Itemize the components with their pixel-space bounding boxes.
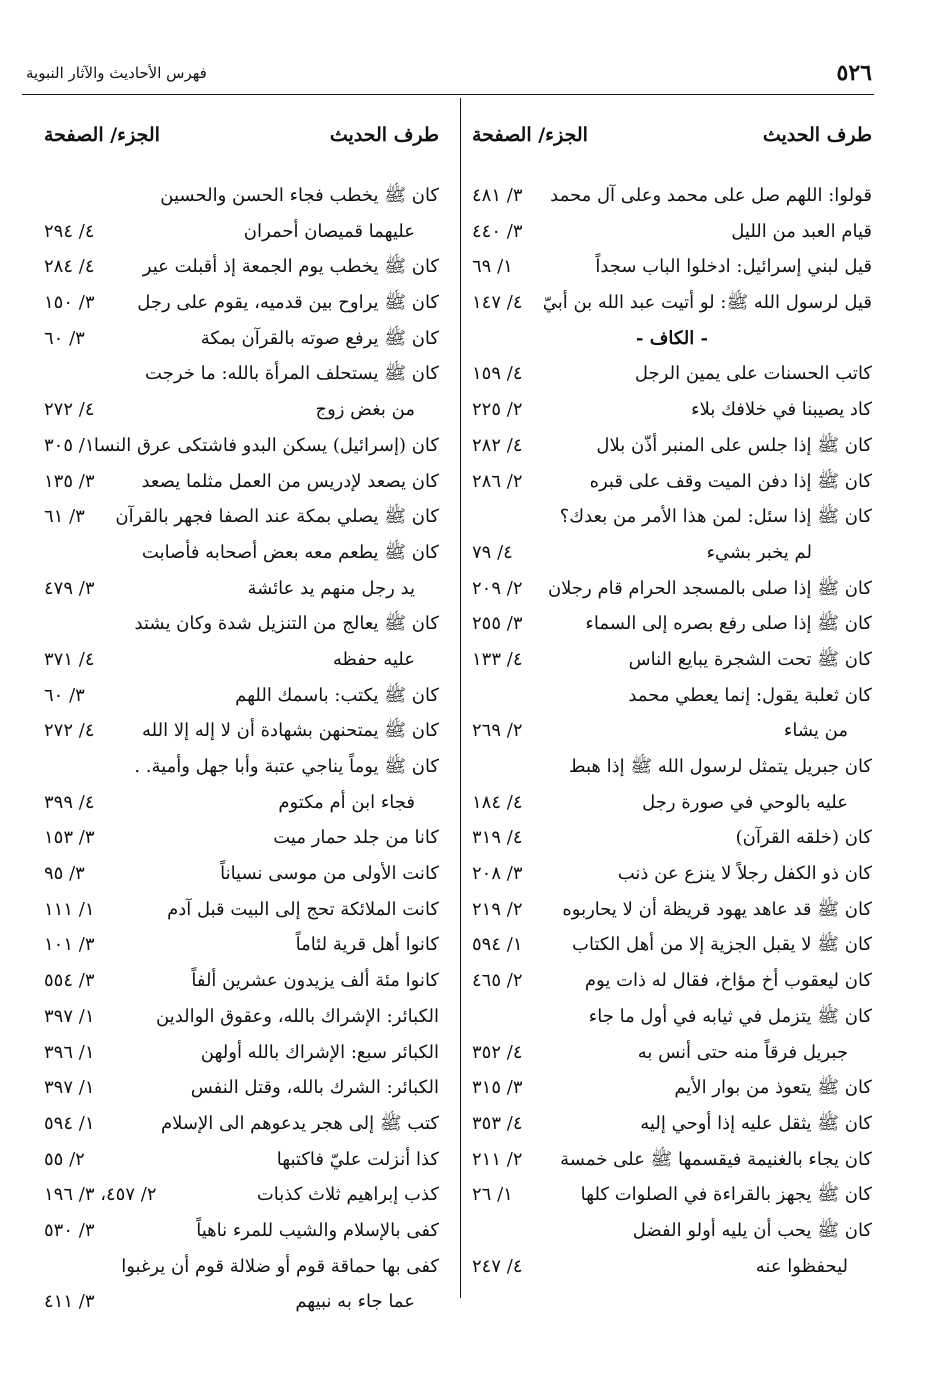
- volume-page-ref: ٢/ ٢٨٦: [472, 470, 523, 492]
- running-title: فهرس الأحاديث والآثار النبوية: [26, 64, 207, 82]
- index-entry: [472, 392, 872, 428]
- index-entry: [44, 892, 439, 928]
- volume-page-ref: ٢/ ٢١١: [472, 1148, 523, 1170]
- index-entry: [44, 1035, 439, 1071]
- index-entry: [472, 499, 872, 535]
- hadith-text: كانت الأولى من موسى نسياناً: [220, 863, 439, 885]
- volume-page-ref: ٤/ ٢٨٤: [44, 256, 95, 278]
- index-entry: [44, 678, 439, 714]
- volume-page-ref: ٤/ ٢٨٢: [472, 434, 523, 456]
- volume-page-ref: ٣/ ١٥٣: [44, 827, 95, 849]
- hadith-text: كان ﷺ يصلي بمكة عند الصفا فجهر بالقرآن: [115, 506, 439, 528]
- index-entry: [472, 749, 872, 785]
- hadith-text: كفى بالإسلام والشيب للمرء ناهياً: [196, 1219, 439, 1241]
- volume-page-ref: ٤/ ٢٧٢: [44, 399, 95, 421]
- volume-page-ref: ١/ ٣٩٧: [44, 1005, 95, 1027]
- volume-page-ref: ٣/ ٢٠٨: [472, 863, 523, 885]
- volume-page-ref: ٣/ ٦٠: [44, 684, 85, 706]
- hadith-text: كان يجاء بالغنيمة فيقسمها ﷺ على خمسة: [560, 1148, 872, 1170]
- index-entry: [472, 178, 872, 214]
- column-header-hadith: طرف الحديث: [762, 124, 872, 146]
- volume-page-ref: ٤/ ١٤٧: [472, 292, 523, 314]
- hadith-text: كفى بها حماقة قوم أو ضلالة قوم أن يرغبوا: [121, 1255, 439, 1277]
- hadith-text: كانا من جلد حمار ميت: [273, 827, 439, 849]
- volume-page-ref: ٤/ ١٨٤: [472, 791, 523, 813]
- index-entry: [44, 1213, 439, 1249]
- hadith-text: كان ﷺ يراوح بين قدميه، يقوم على رجل: [137, 292, 439, 314]
- index-entry: [472, 963, 872, 999]
- hadith-text: كان ﷺ يتزمل في ثيابه في أول ما جاء: [588, 1005, 872, 1027]
- column-header-ref: الجزء/ الصفحة: [472, 124, 588, 146]
- volume-page-ref: ١/ ٣٠٥: [44, 434, 95, 456]
- volume-page-ref: ٤/ ٣١٩: [472, 827, 523, 849]
- index-entry: [44, 428, 439, 464]
- index-entry: [44, 178, 439, 214]
- volume-page-ref: ٢/ ٢٢٥: [472, 399, 523, 421]
- hadith-text: كاتب الحسنات على يمين الرجل: [634, 363, 872, 385]
- hadith-text: كان ﷺ يخطب يوم الجمعة إذ أقبلت عير: [142, 256, 439, 278]
- index-entry: [44, 392, 439, 428]
- index-entry: [472, 1142, 872, 1178]
- volume-page-ref: ٤/ ١٥٩: [472, 363, 523, 385]
- index-entry: [44, 713, 439, 749]
- index-entry: [472, 1249, 872, 1285]
- hadith-text: كان ﷺ يعالج من التنزيل شدة وكان يشتد: [134, 613, 439, 635]
- index-entry: [44, 963, 439, 999]
- hadith-text: كان ﷺ إذا صلى بالمسجد الحرام قام رجلان: [547, 577, 872, 599]
- volume-page-ref: ٣/ ٢٥٥: [472, 613, 523, 635]
- hadith-text: كان ﷺ يستحلف المرأة بالله: ما خرجت: [145, 363, 439, 385]
- index-entry: [44, 1106, 439, 1142]
- volume-page-ref: ١/ ٥٩٤: [44, 1112, 95, 1134]
- index-entry: [44, 1177, 439, 1213]
- index-entry: [44, 856, 439, 892]
- hadith-text: كان ﷺ قد عاهد يهود قريظة أن لا يحاربوه: [562, 898, 872, 920]
- volume-page-ref: ١/ ٣٩٧: [44, 1077, 95, 1099]
- hadith-text: - الكاف -: [635, 327, 709, 349]
- hadith-text: فجاء ابن أم مكتوم: [278, 791, 415, 813]
- index-entry: [44, 571, 439, 607]
- index-entry: [44, 214, 439, 250]
- index-entry: [472, 571, 872, 607]
- hadith-text: كذب إبراهيم ثلاث كذبات: [256, 1184, 439, 1206]
- index-entry: [44, 1284, 439, 1320]
- volume-page-ref: ١/ ٣٩٦: [44, 1041, 95, 1063]
- hadith-text: كذا أنزلت عليّ فاكتبها: [276, 1148, 439, 1170]
- hadith-text: كان ﷺ يجهز بالقراءة في الصلوات كلها: [580, 1184, 872, 1206]
- hadith-text: كان ﷺ إذا جلس على المنبر أذّن بلال: [596, 434, 872, 456]
- index-entry: [472, 820, 872, 856]
- hadith-text: كانوا أهل قرية لئاماً: [295, 934, 439, 956]
- volume-page-ref: ٤/ ٣٥٣: [472, 1112, 523, 1134]
- index-entry: [472, 642, 872, 678]
- hadith-text: كاد يصيبنا في خلافك بلاء: [691, 399, 872, 421]
- hadith-text: كان ﷺ تحت الشجرة يبايع الناس: [628, 648, 872, 670]
- hadith-text: كان ﷺ يمتحنهن بشهادة أن لا إله إلا الله: [142, 720, 439, 742]
- index-entry: [472, 678, 872, 714]
- column-header: [44, 120, 439, 164]
- volume-page-ref: ٣/ ٦٠: [44, 327, 85, 349]
- volume-page-ref: ٣/ ٥٥٤: [44, 970, 95, 992]
- hadith-text: قيل لبني إسرائيل: ادخلوا الباب سجداً: [595, 256, 872, 278]
- hadith-text: عليه بالوحي في صورة رجل: [642, 791, 848, 813]
- hadith-text: كان ﷺ إذا صلى رفع بصره إلى السماء: [585, 613, 872, 635]
- volume-page-ref: ٢/ ٢١٩: [472, 898, 523, 920]
- volume-page-ref: ٤/ ٢٤٧: [472, 1255, 523, 1277]
- hadith-text: كان جبريل يتمثل لرسول الله ﷺ إذا هبط: [568, 756, 872, 777]
- hadith-text: يد رجل منهم يد عائشة: [247, 577, 415, 599]
- index-entry: [472, 892, 872, 928]
- volume-page-ref: ٣/ ٤١١: [44, 1291, 95, 1313]
- index-entry: [472, 1070, 872, 1106]
- hadith-text: كان ذو الكفل رجلاً لا ينزع عن ذنب: [617, 863, 872, 885]
- right-column: [472, 120, 872, 1284]
- hadith-text: جبريل فرقاً منه حتى أنس به: [637, 1041, 848, 1063]
- index-entry: [472, 1035, 872, 1071]
- volume-page-ref: ٤/ ٢٩٤: [44, 220, 95, 242]
- column-divider: [460, 98, 461, 1298]
- hadith-text: كان ﷺ يوماً يناجي عتبة وأبا جهل وأمية. .: [134, 756, 439, 777]
- page-number: ٥٢٦: [836, 60, 872, 86]
- index-entry: [44, 999, 439, 1035]
- volume-page-ref: ٤/ ٣٧١: [44, 648, 95, 670]
- volume-page-ref: ٣/ ٤٧٩: [44, 577, 95, 599]
- hadith-text: كان ﷺ يتعوذ من بوار الأيم: [674, 1077, 872, 1099]
- index-entry: [44, 249, 439, 285]
- volume-page-ref: ١/ ٢٦: [472, 1184, 513, 1206]
- index-entry: [44, 356, 439, 392]
- index-entry: [44, 499, 439, 535]
- volume-page-ref: ٣/ ٤٤٠: [472, 220, 523, 242]
- hadith-text: كان ليعقوب أخ مؤاخ، فقال له ذات يوم: [584, 970, 872, 992]
- section-heading-kaf: [472, 321, 872, 357]
- index-entry: [472, 464, 872, 500]
- volume-page-ref: ٢/ ٤٦٥: [472, 970, 523, 992]
- volume-page-ref: ٤/ ٧٩: [472, 541, 513, 563]
- volume-page-ref: ١/ ٥٩٤: [472, 934, 523, 956]
- hadith-text: كان (خلقه القرآن): [735, 827, 872, 849]
- index-entry: [44, 464, 439, 500]
- entry-list: [472, 178, 872, 1284]
- column-header-ref: الجزء/ الصفحة: [44, 124, 160, 146]
- volume-page-ref: ٣/ ١٠١: [44, 934, 95, 956]
- hadith-text: كان ﷺ يثقل عليه إذا أوحي إليه: [640, 1112, 872, 1134]
- volume-page-ref: ٤/ ١٣٣: [472, 648, 523, 670]
- index-entry: [472, 856, 872, 892]
- index-entry: [44, 642, 439, 678]
- hadith-text: كان ثعلبة يقول: إنما يعطي محمد: [628, 684, 872, 706]
- index-entry: [44, 749, 439, 785]
- index-entry: [472, 1106, 872, 1142]
- hadith-text: من بغض زوج: [315, 399, 415, 421]
- index-entry: [44, 1142, 439, 1178]
- hadith-text: عليهما قميصان أحمران: [243, 220, 415, 242]
- volume-page-ref: ٤/ ٢٧٢: [44, 720, 95, 742]
- index-entry: [44, 321, 439, 357]
- hadith-text: من يشاء: [783, 720, 848, 742]
- volume-page-ref: ٣/ ٤٨١: [472, 185, 523, 206]
- index-entry: [44, 606, 439, 642]
- index-entry: [44, 927, 439, 963]
- hadith-text: كان ﷺ إذا دفن الميت وقف على قبره: [589, 470, 872, 492]
- hadith-text: كان ﷺ يرفع صوته بالقرآن بمكة: [200, 327, 439, 349]
- index-entry: [44, 820, 439, 856]
- hadith-text: كان (إسرائيل) يسكن البدو فاشتكى عرق النسا: [93, 434, 439, 456]
- hadith-text: قيام العبد من الليل: [731, 220, 872, 242]
- index-entry: [472, 428, 872, 464]
- left-column: [44, 120, 439, 1320]
- index-entry: [472, 713, 872, 749]
- index-entry: [472, 214, 872, 250]
- volume-page-ref: ٣/ ٦١: [44, 506, 85, 528]
- volume-page-ref: ٢/ ٥٥: [44, 1148, 85, 1170]
- volume-page-ref: ٣/ ١٣٥: [44, 470, 95, 492]
- volume-page-ref: ٢/ ٢٠٩: [472, 577, 523, 599]
- hadith-text: عليه حفظه: [332, 648, 415, 670]
- index-entry: [472, 356, 872, 392]
- volume-page-ref: ٣/ ٩٥: [44, 863, 85, 885]
- volume-page-ref: ٣/ ١٥٠: [44, 292, 95, 314]
- column-header-hadith: طرف الحديث: [329, 124, 439, 146]
- volume-page-ref: ٢/ ٤٥٧، ٣/ ١٩٦: [44, 1184, 157, 1206]
- index-entry: [472, 606, 872, 642]
- hadith-text: عما جاء به نبيهم: [295, 1291, 415, 1313]
- running-header: [22, 58, 874, 95]
- volume-page-ref: ٣/ ٥٣٠: [44, 1219, 95, 1241]
- hadith-text: الكبائر سبع: الإشراك بالله أولهن: [200, 1041, 439, 1063]
- hadith-text: كان يصعد لإدريس من العمل مثلما يصعد: [141, 470, 439, 492]
- hadith-text: كانت الملائكة تحج إلى البيت قبل آدم: [167, 898, 439, 920]
- hadith-text: كان ﷺ يخطب فجاء الحسن والحسين: [160, 185, 439, 206]
- volume-page-ref: ٣/ ٣١٥: [472, 1077, 523, 1099]
- index-entry: [44, 535, 439, 571]
- hadith-text: كان ﷺ يكتب: باسمك اللهم: [235, 684, 439, 706]
- index-entry: [472, 785, 872, 821]
- hadith-text: كانوا مئة ألف يزيدون عشرين ألفاً: [191, 970, 439, 992]
- index-entry: [44, 785, 439, 821]
- volume-page-ref: ٤/ ٣٩٩: [44, 791, 95, 813]
- index-entry: [44, 1070, 439, 1106]
- hadith-text: كتب ﷺ إلى هجر يدعوهم الى الإسلام: [161, 1112, 439, 1134]
- index-entry: [472, 1213, 872, 1249]
- index-entry: [472, 249, 872, 285]
- volume-page-ref: ٢/ ٢٦٩: [472, 720, 523, 742]
- hadith-text: قولوا: اللهم صل على محمد وعلى آل محمد: [550, 185, 872, 206]
- index-entry: [472, 927, 872, 963]
- entry-list: [44, 178, 439, 1320]
- volume-page-ref: ١/ ١١١: [44, 898, 95, 920]
- volume-page-ref: ٤/ ٣٥٢: [472, 1041, 523, 1063]
- index-entry: [472, 1177, 872, 1213]
- hadith-text: كان ﷺ إذا سئل: لمن هذا الأمر من بعدك؟: [559, 506, 872, 528]
- index-entry: [472, 999, 872, 1035]
- hadith-text: الكبائر: الإشراك بالله، وعقوق الوالدين: [156, 1005, 439, 1027]
- index-entry: [44, 1249, 439, 1285]
- index-entry: [472, 285, 872, 321]
- volume-page-ref: ١/ ٦٩: [472, 256, 513, 278]
- hadith-text: كان ﷺ يحب أن يليه أولو الفضل: [632, 1219, 872, 1241]
- hadith-text: ليحفظوا عنه: [755, 1255, 848, 1277]
- hadith-text: كان ﷺ يطعم معه بعض أصحابه فأصابت: [141, 541, 439, 563]
- hadith-text: الكبائر: الشرك بالله، وقتل النفس: [190, 1077, 439, 1099]
- column-header: [472, 120, 872, 164]
- index-entry: [472, 535, 872, 571]
- hadith-text: قيل لرسول الله ﷺ: لو أتيت عبد الله بن أبيّ: [542, 292, 872, 314]
- hadith-text: كان ﷺ لا يقبل الجزية إلا من أهل الكتاب: [572, 934, 872, 956]
- index-entry: [44, 285, 439, 321]
- hadith-text: لم يخبر بشيء: [706, 541, 812, 563]
